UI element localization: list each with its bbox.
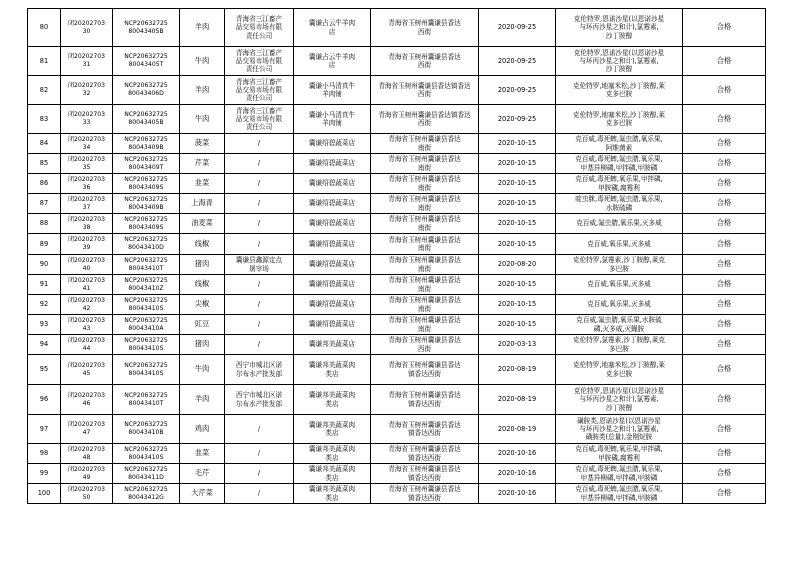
sampling-store-cell: 囊谦邦美蔬菜肉 类店 — [294, 355, 371, 385]
row-number-cell: 97 — [28, 415, 61, 444]
row-number-cell: 100 — [28, 484, 61, 504]
store-address-cell: 青海省玉树州囊谦县香达 南街 — [371, 315, 479, 335]
sampling-store-cell: 囊谦邦美蔬菜肉 类店 — [294, 464, 371, 484]
table-row — [28, 295, 766, 315]
table-row — [28, 105, 766, 134]
food-name-cell: 尖椒 — [180, 295, 225, 315]
store-address-cell: 青海省玉树州囊谦县香达 镇香达西街 — [371, 464, 479, 484]
food-name-cell: 菠菜 — [180, 134, 225, 154]
sample-id-cell: NCP20632725 80043410S — [113, 355, 180, 385]
result-cell: 合格 — [683, 194, 766, 214]
sampling-store-cell: 囊谦占云牛羊肉 店 — [294, 47, 371, 76]
supplier-cell: / — [225, 484, 294, 504]
supplier-cell: / — [225, 444, 294, 464]
food-name-cell: 牛肉 — [180, 355, 225, 385]
sample-id-cell: NCP20632725 80043410S — [113, 335, 180, 355]
result-cell: 合格 — [683, 255, 766, 275]
store-address-cell: 青海省玉树州囊谦县香达镇香达 西街 — [371, 76, 479, 105]
sampling-store-cell: 囊谦邦美蔬菜肉 类店 — [294, 415, 371, 444]
supplier-cell: / — [225, 275, 294, 295]
row-number-cell: 91 — [28, 275, 61, 295]
store-address-cell: 青海省玉树州囊谦县香达 镇香达西街 — [371, 355, 479, 385]
report-code-cell: 闭20202703 35 — [61, 154, 113, 174]
test-items-cell: 克百威,氟虫腈,氧乐果,灭多威 — [556, 214, 683, 234]
result-cell: 合格 — [683, 464, 766, 484]
test-items-cell: 克伦特罗,恩诺沙星(以恩诺沙星 与环丙沙星之和计),氯霉素, 沙丁胺醇 — [556, 47, 683, 76]
report-code-cell: 闭20202703 44 — [61, 335, 113, 355]
sample-id-cell: NCP20632725 80043410D — [113, 234, 180, 255]
report-code-cell: 闭20202703 37 — [61, 194, 113, 214]
store-address-cell: 青海省玉树州囊谦县香达 镇香达西街 — [371, 385, 479, 415]
food-name-cell: 大芹菜 — [180, 484, 225, 504]
row-number-cell: 89 — [28, 234, 61, 255]
food-name-cell: 上海青 — [180, 194, 225, 214]
store-address-cell: 青海省玉树州囊谦县香达 南街 — [371, 194, 479, 214]
sampling-store-cell: 囊谦绍碧蔬菜店 — [294, 234, 371, 255]
test-items-cell: 克百威,毒死蜱,氟虫腈,氧乐果, 甲基异柳磷,甲拌磷,甲胺磷 — [556, 484, 683, 504]
result-cell: 合格 — [683, 385, 766, 415]
report-code-cell: 闭20202703 50 — [61, 484, 113, 504]
store-address-cell: 青海省玉树州囊谦县香达 西街 — [371, 335, 479, 355]
test-items-cell: 克伦特罗,恩诺沙星(以恩诺沙星 与环丙沙星之和计),氯霉素, 沙丁胺醇 — [556, 385, 683, 415]
sample-id-cell: NCP20632725 80043410Z — [113, 275, 180, 295]
sampling-store-cell: 囊谦小马清真牛 羊肉铺 — [294, 105, 371, 134]
row-number-cell: 80 — [28, 9, 61, 47]
food-name-cell: 羊肉 — [180, 76, 225, 105]
sampling-store-cell: 囊谦绍碧蔬菜店 — [294, 134, 371, 154]
production-date-cell: 2020-10-15 — [479, 315, 556, 335]
report-code-cell: 闭20202703 42 — [61, 295, 113, 315]
production-date-cell: 2020-08-19 — [479, 355, 556, 385]
sample-id-cell: NCP20632725 80043409S — [113, 214, 180, 234]
store-address-cell: 青海省玉树州囊谦县香达 南街 — [371, 214, 479, 234]
sample-id-cell: NCP20632725 80043410S — [113, 295, 180, 315]
test-items-cell: 克伦特罗,地塞米松,沙丁胺醇,莱 克多巴胺 — [556, 76, 683, 105]
production-date-cell: 2020-09-25 — [479, 76, 556, 105]
sampling-store-cell: 囊谦小马清真牛 羊肉铺 — [294, 76, 371, 105]
supplier-cell: / — [225, 464, 294, 484]
test-items-cell: 克伦特罗,地塞米松,沙丁胺醇,莱 克多巴胺 — [556, 355, 683, 385]
supplier-cell: / — [225, 234, 294, 255]
food-name-cell: 油麦菜 — [180, 214, 225, 234]
table-row — [28, 194, 766, 214]
test-items-cell: 啶虫脒,毒死蜱,氟虫腈,氧乐果, 水胺硫磷 — [556, 194, 683, 214]
production-date-cell: 2020-08-19 — [479, 415, 556, 444]
production-date-cell: 2020-10-15 — [479, 154, 556, 174]
result-cell: 合格 — [683, 415, 766, 444]
store-address-cell: 青海省玉树州囊谦县香达 南街 — [371, 174, 479, 194]
result-cell: 合格 — [683, 315, 766, 335]
food-name-cell: 韭菜 — [180, 174, 225, 194]
production-date-cell: 2020-09-25 — [479, 9, 556, 47]
test-items-cell: 克伦特罗,氯霉素,沙丁胺醇,莱克 多巴胺 — [556, 255, 683, 275]
sample-id-cell: NCP20632725 80043410T — [113, 385, 180, 415]
food-name-cell: 韭菜 — [180, 444, 225, 464]
supplier-cell: / — [225, 335, 294, 355]
report-code-cell: 闭20202703 34 — [61, 134, 113, 154]
supplier-cell: 西宁市城北区诺 尔布水产批发部 — [225, 355, 294, 385]
result-cell: 合格 — [683, 444, 766, 464]
table-row — [28, 76, 766, 105]
table-row — [28, 444, 766, 464]
table-row — [28, 415, 766, 444]
result-cell: 合格 — [683, 174, 766, 194]
table-row — [28, 47, 766, 76]
table-row — [28, 355, 766, 385]
row-number-cell: 86 — [28, 174, 61, 194]
sampling-store-cell: 囊谦绍碧蔬菜店 — [294, 315, 371, 335]
report-code-cell: 闭20202703 32 — [61, 76, 113, 105]
table-body — [28, 9, 766, 504]
sample-id-cell: NCP20632725 80043410T — [113, 255, 180, 275]
production-date-cell: 2020-10-16 — [479, 464, 556, 484]
sample-id-cell: NCP20632725 80043406D — [113, 76, 180, 105]
store-address-cell: 青海省玉树州囊谦县香达 南街 — [371, 275, 479, 295]
table-row — [28, 214, 766, 234]
sample-id-cell: NCP20632725 80043410S — [113, 444, 180, 464]
result-cell: 合格 — [683, 47, 766, 76]
test-items-cell: 克百威,氧乐果,灭多威 — [556, 295, 683, 315]
sample-id-cell: NCP20632725 80043409T — [113, 154, 180, 174]
supplier-cell: / — [225, 295, 294, 315]
table-row — [28, 134, 766, 154]
sample-id-cell: NCP20632725 80043410A — [113, 315, 180, 335]
result-cell: 合格 — [683, 335, 766, 355]
sample-id-cell: NCP20632725 80043409B — [113, 134, 180, 154]
report-code-cell: 闭20202703 31 — [61, 47, 113, 76]
production-date-cell: 2020-10-15 — [479, 134, 556, 154]
sampling-store-cell: 囊谦绍碧蔬菜店 — [294, 275, 371, 295]
production-date-cell: 2020-10-16 — [479, 484, 556, 504]
test-items-cell: 磺胺类,恩诺沙星(以恩诺沙星 与环丙沙星之和计),氯霉素, 磺胺类(总量),金刚烷胺 — [556, 415, 683, 444]
row-number-cell: 85 — [28, 154, 61, 174]
result-cell: 合格 — [683, 355, 766, 385]
row-number-cell: 95 — [28, 355, 61, 385]
result-cell: 合格 — [683, 134, 766, 154]
table-row — [28, 255, 766, 275]
table-row — [28, 385, 766, 415]
sampling-store-cell: 囊谦绍碧蔬菜店 — [294, 255, 371, 275]
store-address-cell: 青海省玉树州囊谦县香达 镇香达西街 — [371, 444, 479, 464]
row-number-cell: 90 — [28, 255, 61, 275]
sampling-store-cell: 囊谦邦美蔬菜肉 类店 — [294, 385, 371, 415]
supplier-cell: 囊谦县鑫源定点 屠宰场 — [225, 255, 294, 275]
test-items-cell: 克百威,毒死蜱,氧乐果,甲拌磷, 甲胺磷,腐霉利 — [556, 174, 683, 194]
report-code-cell: 闭20202703 33 — [61, 105, 113, 134]
report-code-cell: 闭20202703 30 — [61, 9, 113, 47]
sample-id-cell: NCP20632725 80043411D — [113, 464, 180, 484]
report-code-cell: 闭20202703 43 — [61, 315, 113, 335]
sampling-store-cell: 囊谦绍碧蔬菜店 — [294, 214, 371, 234]
store-address-cell: 青海省玉树州囊谦县香达 西街 — [371, 9, 479, 47]
food-name-cell: 羊肉 — [180, 9, 225, 47]
supplier-cell: 西宁市城北区诺 尔布水产批发部 — [225, 385, 294, 415]
test-items-cell: 克伦特罗,恩诺沙星(以恩诺沙星 与环丙沙星之和计),氯霉素, 沙丁胺醇 — [556, 9, 683, 47]
sampling-store-cell: 囊谦占云牛羊肉 店 — [294, 9, 371, 47]
report-code-cell: 闭20202703 45 — [61, 355, 113, 385]
supplier-cell: / — [225, 194, 294, 214]
food-name-cell: 线椒 — [180, 234, 225, 255]
row-number-cell: 96 — [28, 385, 61, 415]
sample-id-cell: NCP20632725 80043405B — [113, 105, 180, 134]
inspection-results-table — [27, 8, 766, 504]
supplier-cell: / — [225, 214, 294, 234]
test-items-cell: 克百威,氧乐果,灭多威 — [556, 275, 683, 295]
table-row — [28, 315, 766, 335]
food-name-cell: 线椒 — [180, 275, 225, 295]
row-number-cell: 87 — [28, 194, 61, 214]
production-date-cell: 2020-08-19 — [479, 385, 556, 415]
production-date-cell: 2020-10-15 — [479, 275, 556, 295]
report-code-cell: 闭20202703 39 — [61, 234, 113, 255]
supplier-cell: / — [225, 154, 294, 174]
table-row — [28, 275, 766, 295]
report-code-cell: 闭20202703 46 — [61, 385, 113, 415]
production-date-cell: 2020-08-20 — [479, 255, 556, 275]
supplier-cell: 青海省三江畜产 品交易市场有限 责任公司 — [225, 47, 294, 76]
report-code-cell: 闭20202703 48 — [61, 444, 113, 464]
result-cell: 合格 — [683, 76, 766, 105]
store-address-cell: 青海省玉树州囊谦县香达 镇香达西街 — [371, 484, 479, 504]
table-row — [28, 464, 766, 484]
store-address-cell: 青海省玉树州囊谦县香达 镇香达西街 — [371, 415, 479, 444]
food-name-cell: 鸡肉 — [180, 415, 225, 444]
food-name-cell: 猪肉 — [180, 255, 225, 275]
sample-id-cell: NCP20632725 80043410B — [113, 415, 180, 444]
report-code-cell: 闭20202703 38 — [61, 214, 113, 234]
supplier-cell: / — [225, 174, 294, 194]
supplier-cell: / — [225, 315, 294, 335]
sample-id-cell: NCP20632725 80043412G — [113, 484, 180, 504]
result-cell: 合格 — [683, 154, 766, 174]
production-date-cell: 2020-10-15 — [479, 295, 556, 315]
store-address-cell: 青海省玉树州囊谦县香达 南街 — [371, 234, 479, 255]
inspection-results-sheet — [27, 8, 765, 504]
supplier-cell: / — [225, 134, 294, 154]
sampling-store-cell: 囊谦绍碧蔬菜店 — [294, 174, 371, 194]
production-date-cell: 2020-03-13 — [479, 335, 556, 355]
test-items-cell: 克伦特罗,地塞米松,沙丁胺醇,莱 克多巴胺 — [556, 105, 683, 134]
result-cell: 合格 — [683, 484, 766, 504]
test-items-cell: 克百威,氧乐果,灭多威 — [556, 234, 683, 255]
sampling-store-cell: 囊谦邦美蔬菜肉 类店 — [294, 444, 371, 464]
report-code-cell: 闭20202703 49 — [61, 464, 113, 484]
table-row — [28, 484, 766, 504]
sample-id-cell: NCP20632725 80043409B — [113, 194, 180, 214]
food-name-cell: 芹菜 — [180, 154, 225, 174]
result-cell: 合格 — [683, 105, 766, 134]
supplier-cell: 青海省三江畜产 品交易市场有限 责任公司 — [225, 105, 294, 134]
row-number-cell: 81 — [28, 47, 61, 76]
table-row — [28, 234, 766, 255]
test-items-cell: 克伦特罗,氯霉素,沙丁胺醇,莱克 多巴胺 — [556, 335, 683, 355]
food-name-cell: 猪肉 — [180, 335, 225, 355]
sampling-store-cell: 囊谦绍碧蔬菜店 — [294, 194, 371, 214]
food-name-cell: 牛肉 — [180, 47, 225, 76]
production-date-cell: 2020-09-25 — [479, 105, 556, 134]
test-items-cell: 克百威,氟虫腈,氧乐果,水胺硫 磷,灭多威,灭蝇胺 — [556, 315, 683, 335]
row-number-cell: 94 — [28, 335, 61, 355]
store-address-cell: 青海省玉树州囊谦县香达 南街 — [371, 295, 479, 315]
food-name-cell: 羊肉 — [180, 385, 225, 415]
production-date-cell: 2020-10-15 — [479, 214, 556, 234]
result-cell: 合格 — [683, 214, 766, 234]
sampling-store-cell: 囊谦绍碧蔬菜店 — [294, 154, 371, 174]
report-code-cell: 闭20202703 40 — [61, 255, 113, 275]
production-date-cell: 2020-10-15 — [479, 234, 556, 255]
row-number-cell: 98 — [28, 444, 61, 464]
row-number-cell: 93 — [28, 315, 61, 335]
report-code-cell: 闭20202703 36 — [61, 174, 113, 194]
supplier-cell: 青海省三江畜产 品交易市场有限 责任公司 — [225, 76, 294, 105]
result-cell: 合格 — [683, 295, 766, 315]
production-date-cell: 2020-09-25 — [479, 47, 556, 76]
table-row — [28, 9, 766, 47]
test-items-cell: 克百威,毒死蜱,氟虫腈,氧乐果, 甲基异柳磷,甲拌磷,甲胺磷 — [556, 464, 683, 484]
supplier-cell: 青海省三江畜产 品交易市场有限 责任公司 — [225, 9, 294, 47]
test-items-cell: 克百威,毒死蜱,氟虫腈,氧乐果, 阿维菌素 — [556, 134, 683, 154]
report-code-cell: 闭20202703 41 — [61, 275, 113, 295]
sampling-store-cell: 囊谦邦美蔬菜肉 类店 — [294, 484, 371, 504]
food-name-cell: 毛芹 — [180, 464, 225, 484]
food-name-cell: 豇豆 — [180, 315, 225, 335]
table-row — [28, 335, 766, 355]
row-number-cell: 99 — [28, 464, 61, 484]
row-number-cell: 82 — [28, 76, 61, 105]
result-cell: 合格 — [683, 234, 766, 255]
store-address-cell: 青海省玉树州囊谦县香达 西街 — [371, 47, 479, 76]
food-name-cell: 牛肉 — [180, 105, 225, 134]
row-number-cell: 84 — [28, 134, 61, 154]
supplier-cell: / — [225, 415, 294, 444]
sampling-store-cell: 囊谦邦美蔬菜店 — [294, 335, 371, 355]
store-address-cell: 青海省玉树州囊谦县香达 南街 — [371, 134, 479, 154]
result-cell: 合格 — [683, 275, 766, 295]
store-address-cell: 青海省玉树州囊谦县香达镇香达 西街 — [371, 105, 479, 134]
store-address-cell: 青海省玉树州囊谦县香达 南街 — [371, 255, 479, 275]
test-items-cell: 克百威,毒死蜱,氧乐果,甲拌磷, 甲胺磷,腐霉利 — [556, 444, 683, 464]
production-date-cell: 2020-10-16 — [479, 444, 556, 464]
sampling-store-cell: 囊谦绍碧蔬菜店 — [294, 295, 371, 315]
row-number-cell: 92 — [28, 295, 61, 315]
sample-id-cell: NCP20632725 80043409S — [113, 174, 180, 194]
table-row — [28, 154, 766, 174]
store-address-cell: 青海省玉树州囊谦县香达 南街 — [371, 154, 479, 174]
production-date-cell: 2020-10-15 — [479, 194, 556, 214]
result-cell: 合格 — [683, 9, 766, 47]
test-items-cell: 克百威,毒死蜱,氟虫腈,氧乐果, 甲基异柳磷,甲拌磷,甲胺磷 — [556, 154, 683, 174]
production-date-cell: 2020-10-15 — [479, 174, 556, 194]
row-number-cell: 83 — [28, 105, 61, 134]
row-number-cell: 88 — [28, 214, 61, 234]
report-code-cell: 闭20202703 47 — [61, 415, 113, 444]
sample-id-cell: NCP20632725 80043405B — [113, 9, 180, 47]
sample-id-cell: NCP20632725 80043405T — [113, 47, 180, 76]
table-row — [28, 174, 766, 194]
